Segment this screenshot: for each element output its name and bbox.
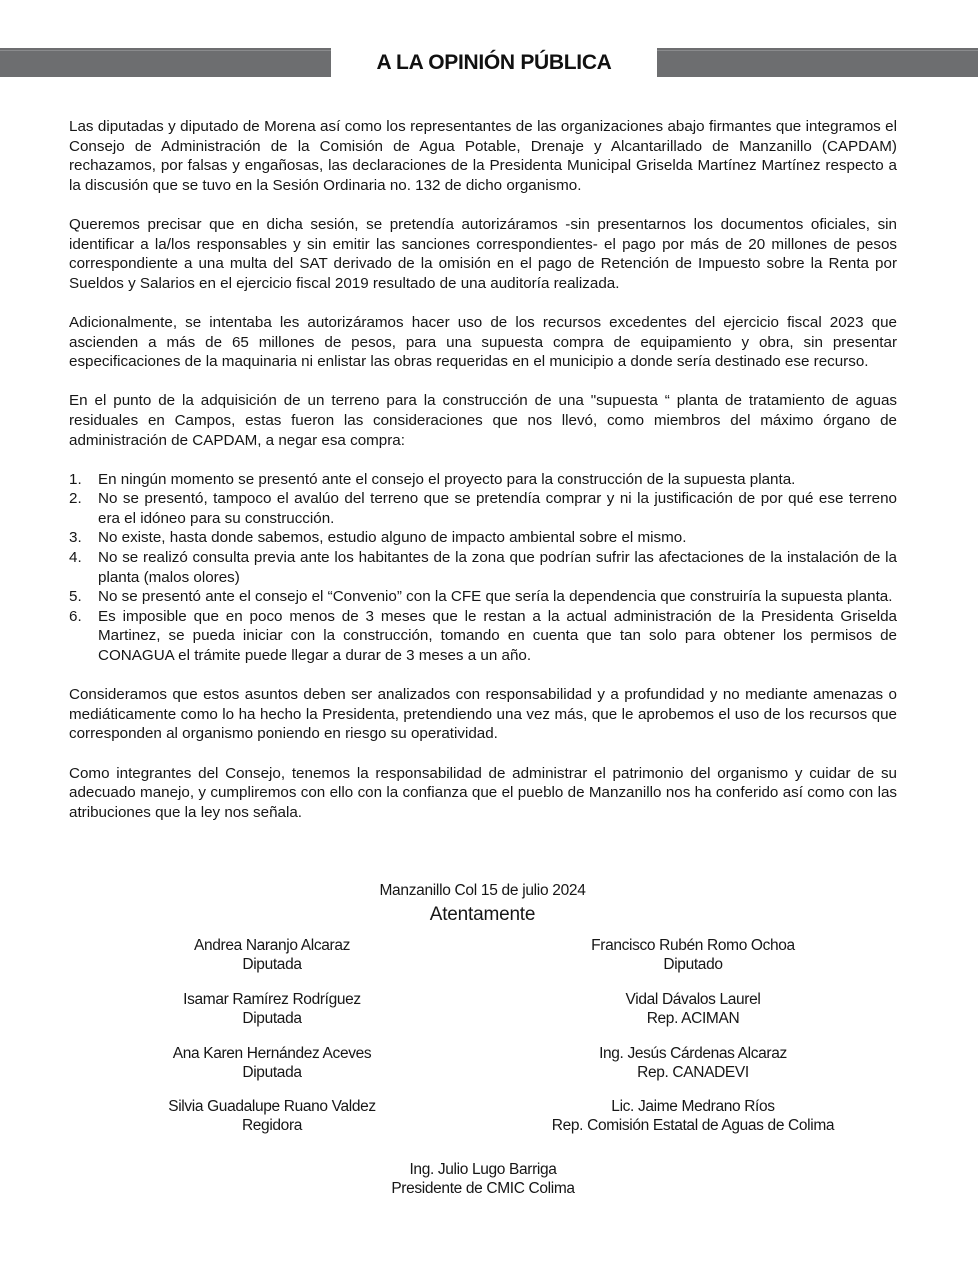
list-item-number: 6. — [69, 607, 82, 625]
signatory-name: Vidal Dávalos Laurel — [625, 991, 761, 1008]
paragraph-sat-fine: Queremos precisar que en dicha sesión, se pretendía autorizáramos -sin presentarnos los documentos oficiales, sin identificar a la/los responsables y sin emitir las sanciones correspondientes- el pago por más de 20 millones de pesos correspondiente a una multa del SAT derivado de la omisión en el pago de Retención de Impuesto sobre la Renta por Sueldos y Salarios en el ejercicio fiscal 2019 resultado de una auditoría realizada. — [69, 215, 897, 292]
signatory-role: Rep. Comisión Estatal de Aguas de Colima — [551, 1116, 835, 1134]
list-item — [69, 607, 897, 666]
signatory-name: Ing. Julio Lugo Barriga — [409, 1161, 557, 1178]
signatory-name: Francisco Rubén Romo Ochoa — [591, 937, 795, 954]
paragraph-analysis: Consideramos que estos asuntos deben ser analizados con responsabilidad y a profundidad y no mediante amenazas o mediáticamente como lo ha hecho la Presidenta, pretendiendo una vez más, que le aprobemos el uso de los recursos que corresponden al organismo poniendo en riesgo su operatividad. — [69, 686, 897, 743]
signatory-name: Lic. Jaime Medrano Ríos — [611, 1098, 775, 1115]
header-bar-right — [657, 48, 978, 77]
list-item — [69, 528, 897, 548]
list-item — [69, 587, 897, 607]
signatory-name: Ana Karen Hernández Aceves — [172, 1045, 372, 1062]
paragraph-surplus-funds: Adicionalmente, se intentaba les autorizáramos hacer uso de los recursos excedentes del ejercicio fiscal 2023 que ascienden a más de 65 millones de pesos, para una supuesta compra de equipamiento y obra, sin presentar especificaciones de la maquinaria ni enlistar las obras requeridas en el municipio a donde sería destinado ese recurso. — [69, 313, 897, 371]
header-bar-left — [0, 48, 331, 77]
list-item — [69, 548, 897, 587]
signatory-name: Andrea Naranjo Alcaraz — [193, 937, 350, 954]
list-item-number: 3. — [69, 529, 82, 547]
paragraph-intro: Las diputadas y diputado de Morena así como los representantes de las organizaciones abajo firmantes que integramos el Consejo de Administración de la Comisión de Agua Potable, Drenaje y Alcantarillado de Manzanillo (CAPDAM) rechazamos, por falsas y engañosas, las declaraciones de la Presidenta Municipal Griselda Martínez Martínez respecto a la discusión que se tuvo en la Sesión Ordinaria no. 132 de dicho organismo. — [69, 118, 897, 194]
list-item — [69, 489, 897, 528]
signatory-name: Isamar Ramírez Rodríguez — [183, 991, 361, 1008]
document-body — [69, 117, 897, 842]
signatory-role: Regidora — [241, 1116, 303, 1134]
signatory — [513, 1098, 873, 1135]
place-date: Manzanillo Col 15 de julio 2024 — [379, 882, 586, 899]
signatory-role: Diputado — [663, 955, 723, 973]
signatory — [513, 937, 873, 974]
list-item-text: Es imposible que en poco menos de 3 meses que le restan a la actual administración de la Presidenta Griselda Martinez, se pueda iniciar con la construcción, tomando en cuenta que tan solo para obtener los permisos de CONAGUA el trámite puede llegar a durar de 3 meses a un año. — [98, 607, 897, 665]
list-item-text: No se presentó, tampoco el avalúo del terreno que se pretendía comprar y ni la justificación de por qué ese terreno era el idóneo para su construcción. — [98, 490, 897, 527]
signatory-name: Ing. Jesús Cárdenas Alcaraz — [599, 1045, 787, 1062]
paragraph-land-purchase: En el punto de la adquisición de un terreno para la construcción de una "supuesta “ planta de tratamiento de aguas residuales en Campos, estas fueron las consideraciones que nos llevó, como miembros del máximo órgano de administración de CAPDAM, a negar esa compra: — [69, 392, 897, 449]
signatory — [92, 991, 452, 1028]
signatory-center — [303, 1161, 663, 1198]
signatory — [513, 991, 873, 1028]
signatory-role: Diputada — [242, 1009, 302, 1027]
signatory-role: Diputada — [242, 1063, 302, 1081]
signatory-name: Silvia Guadalupe Ruano Valdez — [168, 1098, 376, 1115]
list-item-text: No se realizó consulta previa ante los habitantes de la zona que podrían sufrir las afectaciones de la instalación de la planta (malos olores) — [98, 549, 897, 586]
list-item-number: 1. — [69, 470, 82, 488]
signatory — [513, 1045, 873, 1082]
list-item-number: 5. — [69, 588, 82, 606]
page-title: A LA OPINIÓN PÚBLICA — [376, 51, 612, 74]
signatory — [92, 1045, 452, 1082]
signatory-role: Rep. ACIMAN — [646, 1009, 740, 1027]
list-item-number: 4. — [69, 549, 82, 567]
signatory-role: Rep. CANADEVI — [637, 1063, 749, 1081]
list-item-text: No existe, hasta donde sabemos, estudio alguno de impacto ambiental sobre el mismo. — [98, 529, 687, 547]
list-item — [69, 470, 897, 490]
considerations-list — [69, 470, 897, 666]
list-item-text: No se presentó ante el consejo el “Convenio” con la CFE que sería la dependencia que construiría la supuesta planta. — [98, 588, 893, 606]
signatory — [92, 1098, 452, 1135]
salutation: Atentamente — [429, 904, 536, 925]
list-item-number: 2. — [69, 490, 82, 508]
signatory-role: Diputada — [242, 955, 302, 973]
document-header — [0, 48, 978, 77]
signatory — [92, 937, 452, 974]
paragraph-responsibility: Como integrantes del Consejo, tenemos la responsabilidad de administrar el patrimonio del organismo y cuidar de su adecuado manejo, y cumpliremos con ello con la confianza que el pueblo de Manzanillo nos ha conferido así como con las atribuciones que la ley nos señala. — [69, 764, 897, 821]
signatory-role: Presidente de CMIC Colima — [391, 1179, 575, 1197]
list-item-text: En ningún momento se presentó ante el consejo el proyecto para la construcción de la supuesta planta. — [98, 470, 796, 488]
